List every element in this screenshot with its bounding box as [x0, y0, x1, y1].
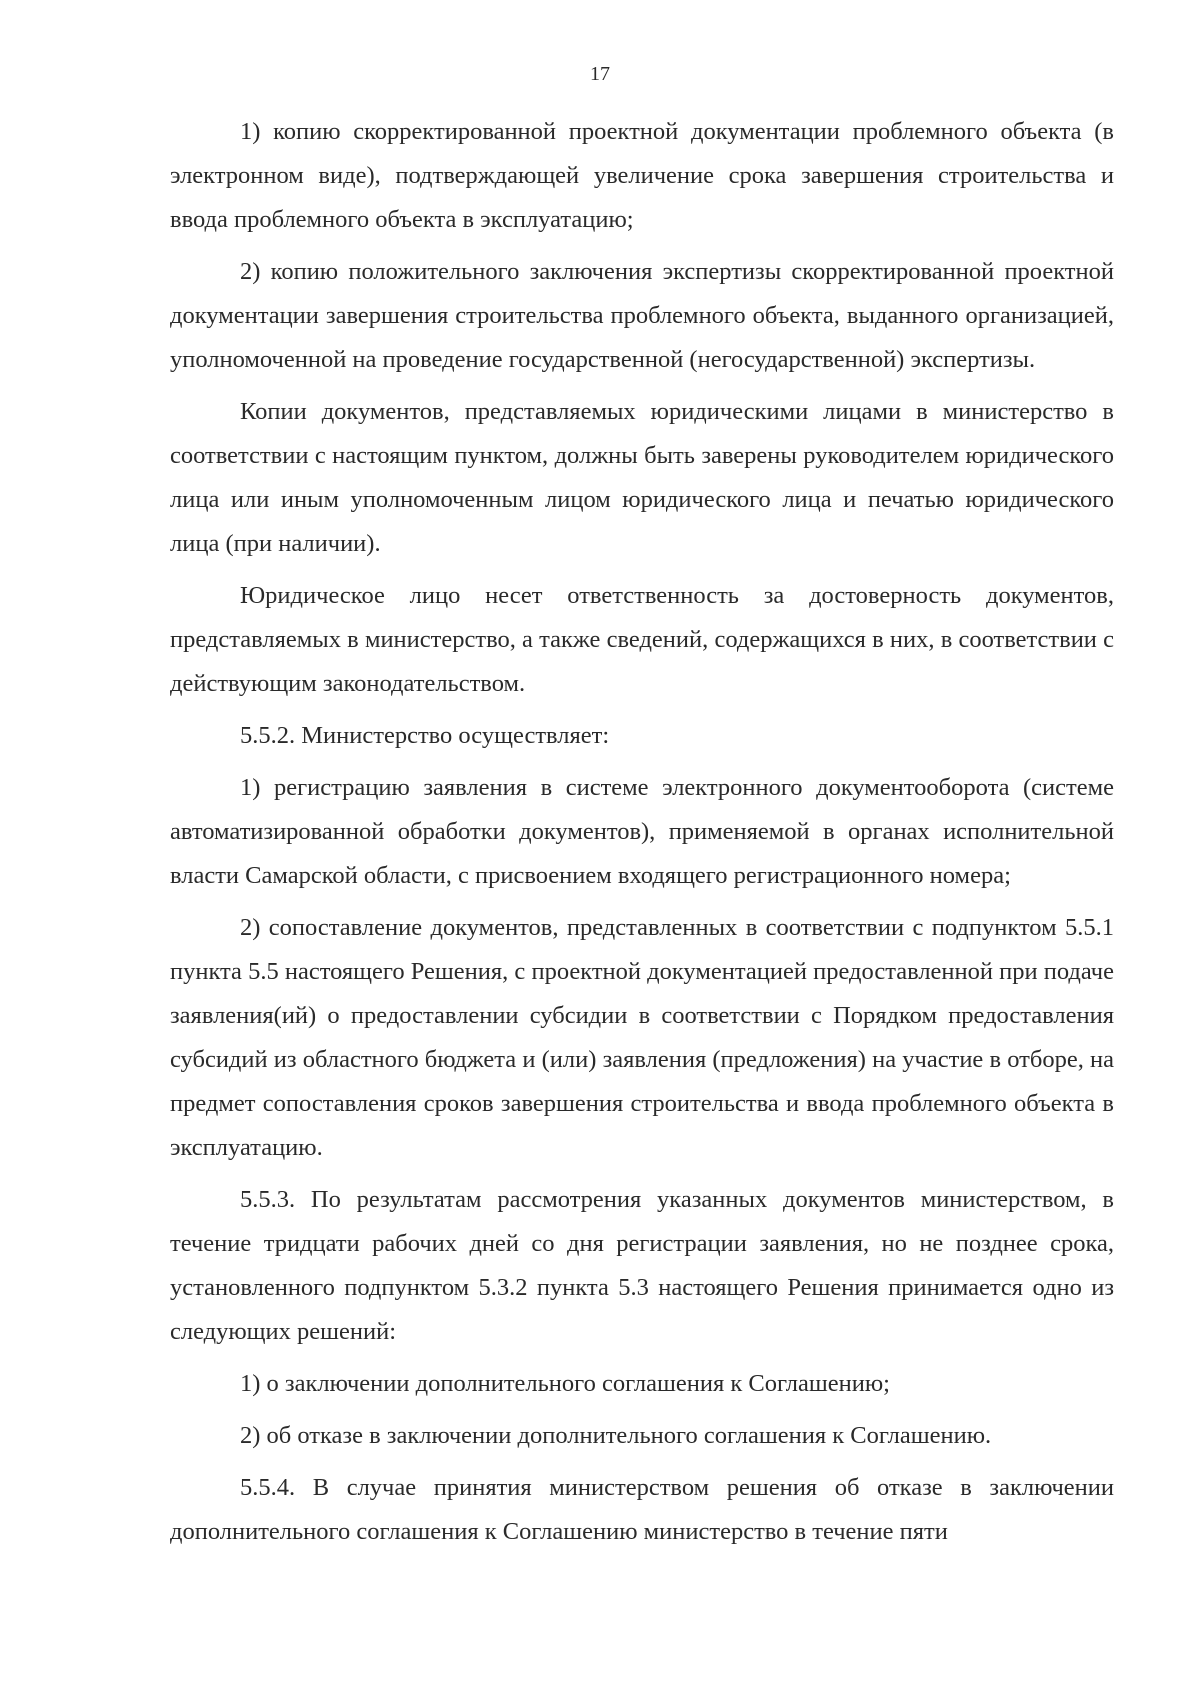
- paragraph-item-2-expertise-conclusion: 2) копию положительного заключения экспертизы скорректированной проектной документации завершения строительства проблемного объекта, выданного организацией, уполномоченной на проведение государственной (негосударственной) экспертизы.: [170, 258, 1114, 373]
- paragraph-liability: Юридическое лицо несет ответственность за достоверность документов, представляемых в министерство, а также сведений, содержащихся в них, в соответствии с действующим законодательством.: [170, 582, 1114, 697]
- page-number: 17: [590, 63, 610, 85]
- paragraph-5-5-4-refusal: 5.5.4. В случае принятия министерством решения об отказе в заключении дополнительного соглашения к Соглашению министерство в течение пяти: [170, 1474, 1114, 1545]
- paragraph-5-5-2-item-2-comparison: 2) сопоставление документов, представленных в соответствии с подпунктом 5.5.1 пункта 5.5 настоящего Решения, с проектной документацией предоставленной при подаче заявления(ий) о предоставлении субсидии в соответствии с Порядком предоставления субсидий из областного бюджета и (или) заявления (предложения) на участие в отборе, на предмет сопоставления сроков завершения строительства и ввода проблемного объекта в эксплуатацию.: [170, 914, 1114, 1161]
- paragraph-5-5-2-item-1-registration: 1) регистрацию заявления в системе электронного документооборота (системе автоматизированной обработки документов), применяемой в органах исполнительной власти Самарской области, с присвоением входящего регистрационного номера;: [170, 774, 1114, 889]
- paragraph-5-5-3-decision: 5.5.3. По результатам рассмотрения указанных документов министерством, в течение тридцати рабочих дней со дня регистрации заявления, но не позднее срока, установленного подпунктом 5.3.2 пункта 5.3 настоящего Решения принимается одно из следующих решений:: [170, 1186, 1114, 1345]
- paragraph-decision-item-2: 2) об отказе в заключении дополнительного соглашения к Соглашению.: [240, 1422, 992, 1449]
- paragraph-document-copies: Копии документов, представляемых юридическими лицами в министерство в соответствии с настоящим пунктом, должны быть заверены руководителем юридического лица или иным уполномоченным лицом юридического лица и печатью юридического лица (при наличии).: [170, 398, 1114, 557]
- paragraph-5-5-2-heading: 5.5.2. Министерство осуществляет:: [240, 722, 610, 749]
- document-body: [170, 110, 1114, 1562]
- paragraph-decision-item-1: 1) о заключении дополнительного соглашения к Соглашению;: [240, 1370, 890, 1397]
- paragraph-item-1-project-docs-copy: 1) копию скорректированной проектной документации проблемного объекта (в электронном виде), подтверждающей увеличение срока завершения строительства и ввода проблемного объекта в эксплуатацию;: [170, 118, 1114, 233]
